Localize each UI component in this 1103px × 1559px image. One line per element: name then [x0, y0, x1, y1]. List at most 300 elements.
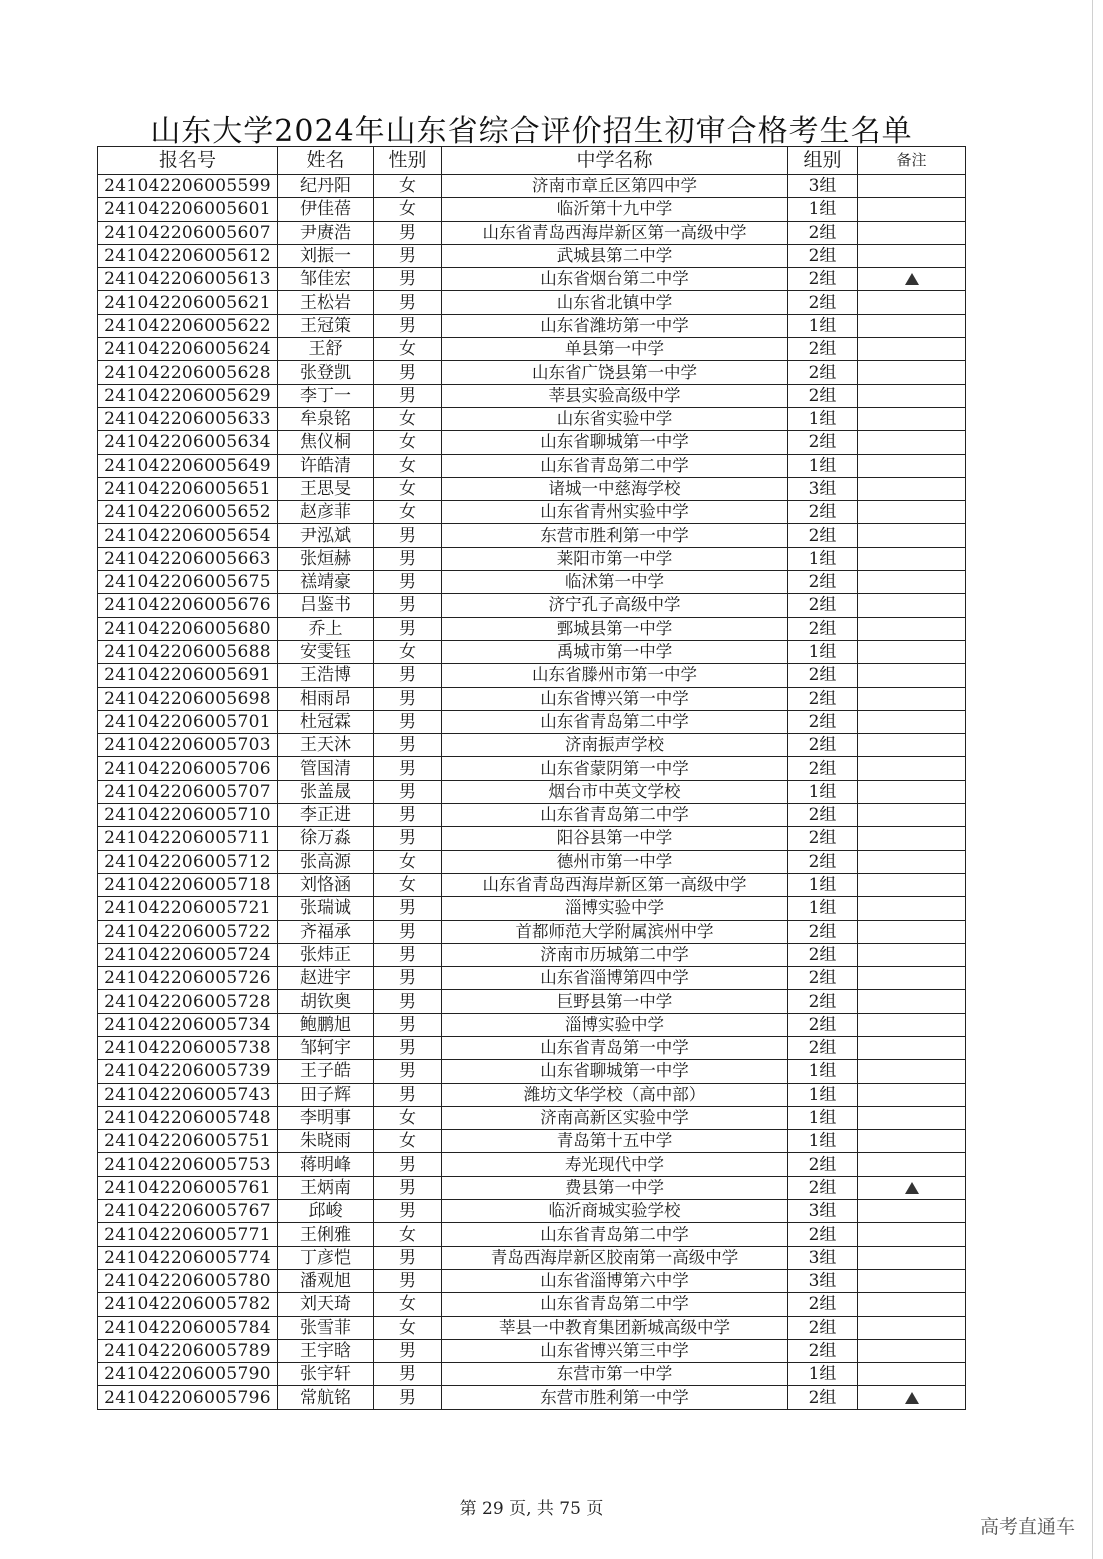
note-cell [858, 967, 966, 990]
group-cell: 1组 [788, 1060, 858, 1083]
table-row [98, 804, 966, 827]
table-row [98, 291, 966, 314]
name-cell: 乔上 [278, 617, 374, 640]
table-row [98, 244, 966, 267]
group-cell: 2组 [788, 384, 858, 407]
registration-number-cell: 241042206005652 [98, 501, 278, 524]
note-cell [858, 1269, 966, 1292]
note-cell [858, 850, 966, 873]
name-cell: 刘恪涵 [278, 873, 374, 896]
group-cell: 2组 [788, 361, 858, 384]
registration-number-cell: 241042206005622 [98, 314, 278, 337]
table-row [98, 314, 966, 337]
name-cell: 王俐雅 [278, 1223, 374, 1246]
table-row [98, 1316, 966, 1339]
group-cell: 1组 [788, 897, 858, 920]
table-row [98, 1106, 966, 1129]
name-cell: 张盖晟 [278, 780, 374, 803]
group-cell: 1组 [788, 454, 858, 477]
school-cell: 首都师范大学附属滨州中学 [442, 920, 788, 943]
school-cell: 临沭第一中学 [442, 571, 788, 594]
school-cell: 烟台市中英文学校 [442, 780, 788, 803]
note-cell [858, 407, 966, 430]
note-cell [858, 757, 966, 780]
registration-number-cell: 241042206005748 [98, 1106, 278, 1129]
name-cell: 张烜赫 [278, 547, 374, 570]
gender-cell: 男 [374, 547, 442, 570]
table-row [98, 1013, 966, 1036]
group-cell: 1组 [788, 780, 858, 803]
name-cell: 张雪菲 [278, 1316, 374, 1339]
note-cell [858, 920, 966, 943]
note-cell [858, 1223, 966, 1246]
name-cell: 刘振一 [278, 244, 374, 267]
table-row [98, 617, 966, 640]
table-row [98, 780, 966, 803]
registration-number-cell: 241042206005613 [98, 268, 278, 291]
header-school: 中学名称 [442, 147, 788, 175]
gender-cell: 女 [374, 407, 442, 430]
school-cell: 济南市章丘区第四中学 [442, 175, 788, 198]
group-cell: 2组 [788, 920, 858, 943]
gender-cell: 男 [374, 221, 442, 244]
table-row [98, 524, 966, 547]
note-cell [858, 1316, 966, 1339]
table-row [98, 501, 966, 524]
note-cell [858, 1036, 966, 1059]
school-cell: 寿光现代中学 [442, 1153, 788, 1176]
table-row [98, 1083, 966, 1106]
group-cell: 2组 [788, 1176, 858, 1199]
name-cell: 许皓清 [278, 454, 374, 477]
name-cell: 李明事 [278, 1106, 374, 1129]
school-cell: 济南高新区实验中学 [442, 1106, 788, 1129]
table-row [98, 850, 966, 873]
note-cell [858, 175, 966, 198]
table-row [98, 384, 966, 407]
name-cell: 朱晓雨 [278, 1130, 374, 1153]
registration-number-cell: 241042206005728 [98, 990, 278, 1013]
note-cell [858, 594, 966, 617]
school-cell: 山东省广饶县第一中学 [442, 361, 788, 384]
name-cell: 王冠策 [278, 314, 374, 337]
note-cell [858, 1013, 966, 1036]
table-row [98, 1130, 966, 1153]
registration-number-cell: 241042206005612 [98, 244, 278, 267]
note-cell [858, 221, 966, 244]
note-cell [858, 897, 966, 920]
group-cell: 1组 [788, 1130, 858, 1153]
note-cell [858, 710, 966, 733]
gender-cell: 男 [374, 594, 442, 617]
school-cell: 山东省淄博第六中学 [442, 1269, 788, 1292]
registration-number-cell: 241042206005738 [98, 1036, 278, 1059]
gender-cell: 男 [374, 664, 442, 687]
group-cell: 2组 [788, 710, 858, 733]
name-cell: 鲍鹏旭 [278, 1013, 374, 1036]
name-cell: 王子皓 [278, 1060, 374, 1083]
registration-number-cell: 241042206005761 [98, 1176, 278, 1199]
school-cell: 阳谷县第一中学 [442, 827, 788, 850]
group-cell: 2组 [788, 757, 858, 780]
note-cell [858, 1293, 966, 1316]
group-cell: 2组 [788, 990, 858, 1013]
gender-cell: 男 [374, 710, 442, 733]
table-row [98, 734, 966, 757]
note-cell [858, 640, 966, 663]
page-number: 第 29 页, 共 75 页 [459, 1499, 604, 1519]
table-row [98, 268, 966, 291]
note-cell [858, 1060, 966, 1083]
note-cell [858, 804, 966, 827]
gender-cell: 女 [374, 1130, 442, 1153]
registration-number-cell: 241042206005790 [98, 1363, 278, 1386]
gender-cell: 男 [374, 1176, 442, 1199]
note-cell [858, 477, 966, 500]
registration-number-cell: 241042206005767 [98, 1200, 278, 1223]
school-cell: 山东省潍坊第一中学 [442, 314, 788, 337]
table-row [98, 1200, 966, 1223]
school-cell: 山东省聊城第一中学 [442, 431, 788, 454]
name-cell: 焦仪桐 [278, 431, 374, 454]
name-cell: 禚靖豪 [278, 571, 374, 594]
school-cell: 费县第一中学 [442, 1176, 788, 1199]
school-cell: 青岛第十五中学 [442, 1130, 788, 1153]
note-cell [858, 1083, 966, 1106]
group-cell: 2组 [788, 664, 858, 687]
group-cell: 2组 [788, 967, 858, 990]
registration-number-cell: 241042206005649 [98, 454, 278, 477]
group-cell: 1组 [788, 1363, 858, 1386]
note-cell [858, 990, 966, 1013]
school-cell: 诸城一中慈海学校 [442, 477, 788, 500]
name-cell: 田子辉 [278, 1083, 374, 1106]
gender-cell: 女 [374, 454, 442, 477]
note-cell [858, 873, 966, 896]
registration-number-cell: 241042206005607 [98, 221, 278, 244]
registration-number-cell: 241042206005663 [98, 547, 278, 570]
registration-number-cell: 241042206005796 [98, 1386, 278, 1409]
table-row [98, 454, 966, 477]
school-cell: 山东省青岛西海岸新区第一高级中学 [442, 873, 788, 896]
table-row [98, 943, 966, 966]
table-row [98, 338, 966, 361]
school-cell: 山东省博兴第一中学 [442, 687, 788, 710]
school-cell: 山东省博兴第三中学 [442, 1339, 788, 1362]
table-row [98, 897, 966, 920]
header-note: 备注 [858, 147, 966, 175]
group-cell: 2组 [788, 1293, 858, 1316]
note-cell [858, 827, 966, 850]
registration-number-cell: 241042206005707 [98, 780, 278, 803]
group-cell: 2组 [788, 943, 858, 966]
name-cell: 吕鉴书 [278, 594, 374, 617]
note-cell [858, 524, 966, 547]
note-cell [858, 1176, 966, 1199]
group-cell: 1组 [788, 640, 858, 663]
registration-number-cell: 241042206005739 [98, 1060, 278, 1083]
gender-cell: 男 [374, 1013, 442, 1036]
gender-cell: 男 [374, 920, 442, 943]
name-cell: 李丁一 [278, 384, 374, 407]
triangle-marker-icon [905, 1392, 919, 1404]
school-cell: 山东省北镇中学 [442, 291, 788, 314]
registration-number-cell: 241042206005701 [98, 710, 278, 733]
gender-cell: 女 [374, 640, 442, 663]
note-cell [858, 1153, 966, 1176]
table-row [98, 1036, 966, 1059]
table-row [98, 431, 966, 454]
gender-cell: 男 [374, 291, 442, 314]
group-cell: 3组 [788, 1246, 858, 1269]
school-cell: 淄博实验中学 [442, 897, 788, 920]
registration-number-cell: 241042206005784 [98, 1316, 278, 1339]
table-row [98, 1060, 966, 1083]
gender-cell: 男 [374, 524, 442, 547]
table-row [98, 1223, 966, 1246]
registration-number-cell: 241042206005743 [98, 1083, 278, 1106]
registration-number-cell: 241042206005753 [98, 1153, 278, 1176]
name-cell: 张宇轩 [278, 1363, 374, 1386]
school-cell: 莘县一中教育集团新城高级中学 [442, 1316, 788, 1339]
gender-cell: 女 [374, 477, 442, 500]
note-cell [858, 547, 966, 570]
note-cell [858, 291, 966, 314]
registration-number-cell: 241042206005734 [98, 1013, 278, 1036]
school-cell: 山东省青岛第二中学 [442, 1223, 788, 1246]
registration-number-cell: 241042206005706 [98, 757, 278, 780]
name-cell: 王浩博 [278, 664, 374, 687]
table-row [98, 640, 966, 663]
registration-number-cell: 241042206005780 [98, 1269, 278, 1292]
school-cell: 鄄城县第一中学 [442, 617, 788, 640]
group-cell: 2组 [788, 268, 858, 291]
table-row [98, 1176, 966, 1199]
name-cell: 邹轲宇 [278, 1036, 374, 1059]
note-cell [858, 664, 966, 687]
table-row [98, 1153, 966, 1176]
note-cell [858, 268, 966, 291]
table-row [98, 1386, 966, 1409]
school-cell: 巨野县第一中学 [442, 990, 788, 1013]
note-cell [858, 314, 966, 337]
note-cell [858, 361, 966, 384]
gender-cell: 男 [374, 804, 442, 827]
school-cell: 山东省实验中学 [442, 407, 788, 430]
table-row [98, 827, 966, 850]
name-cell: 蒋明峰 [278, 1153, 374, 1176]
school-cell: 山东省青州实验中学 [442, 501, 788, 524]
gender-cell: 男 [374, 361, 442, 384]
note-cell [858, 734, 966, 757]
group-cell: 3组 [788, 477, 858, 500]
name-cell: 王天沐 [278, 734, 374, 757]
group-cell: 2组 [788, 1339, 858, 1362]
school-cell: 山东省蒙阴第一中学 [442, 757, 788, 780]
table-row [98, 990, 966, 1013]
name-cell: 赵彦菲 [278, 501, 374, 524]
note-cell [858, 501, 966, 524]
group-cell: 2组 [788, 1223, 858, 1246]
name-cell: 张瑞诚 [278, 897, 374, 920]
school-cell: 东营市胜利第一中学 [442, 1386, 788, 1409]
gender-cell: 女 [374, 338, 442, 361]
group-cell: 2组 [788, 571, 858, 594]
name-cell: 刘天琦 [278, 1293, 374, 1316]
note-cell [858, 780, 966, 803]
gender-cell: 男 [374, 1269, 442, 1292]
note-cell [858, 338, 966, 361]
name-cell: 牟泉铭 [278, 407, 374, 430]
page-edge-line [1092, 0, 1093, 1559]
gender-cell: 女 [374, 1316, 442, 1339]
table-row [98, 221, 966, 244]
name-cell: 管国清 [278, 757, 374, 780]
gender-cell: 男 [374, 1060, 442, 1083]
name-cell: 张高源 [278, 850, 374, 873]
name-cell: 张登凯 [278, 361, 374, 384]
registration-number-cell: 241042206005710 [98, 804, 278, 827]
gender-cell: 女 [374, 873, 442, 896]
gender-cell: 女 [374, 1223, 442, 1246]
group-cell: 1组 [788, 547, 858, 570]
registration-number-cell: 241042206005771 [98, 1223, 278, 1246]
note-cell [858, 198, 966, 221]
gender-cell: 男 [374, 617, 442, 640]
registration-number-cell: 241042206005782 [98, 1293, 278, 1316]
registration-number-cell: 241042206005718 [98, 873, 278, 896]
group-cell: 2组 [788, 501, 858, 524]
group-cell: 2组 [788, 734, 858, 757]
name-cell: 安雯钰 [278, 640, 374, 663]
registration-number-cell: 241042206005680 [98, 617, 278, 640]
table-header-row [98, 147, 966, 175]
group-cell: 3组 [788, 1200, 858, 1223]
school-cell: 莘县实验高级中学 [442, 384, 788, 407]
table-row [98, 967, 966, 990]
gender-cell: 男 [374, 1363, 442, 1386]
group-cell: 2组 [788, 221, 858, 244]
group-cell: 1组 [788, 198, 858, 221]
name-cell: 邹佳宏 [278, 268, 374, 291]
group-cell: 2组 [788, 850, 858, 873]
group-cell: 2组 [788, 1153, 858, 1176]
group-cell: 2组 [788, 687, 858, 710]
registration-number-cell: 241042206005688 [98, 640, 278, 663]
gender-cell: 男 [374, 897, 442, 920]
registration-number-cell: 241042206005621 [98, 291, 278, 314]
group-cell: 2组 [788, 1316, 858, 1339]
group-cell: 2组 [788, 244, 858, 267]
table-row [98, 710, 966, 733]
gender-cell: 男 [374, 967, 442, 990]
table-row [98, 407, 966, 430]
gender-cell: 女 [374, 1293, 442, 1316]
school-cell: 武城县第二中学 [442, 244, 788, 267]
gender-cell: 男 [374, 268, 442, 291]
group-cell: 1组 [788, 873, 858, 896]
gender-cell: 男 [374, 1246, 442, 1269]
name-cell: 王炳南 [278, 1176, 374, 1199]
watermark-text: 高考直通车 [979, 1516, 1075, 1538]
registration-number-cell: 241042206005774 [98, 1246, 278, 1269]
gender-cell: 男 [374, 244, 442, 267]
note-cell [858, 244, 966, 267]
gender-cell: 男 [374, 757, 442, 780]
school-cell: 山东省青岛第二中学 [442, 804, 788, 827]
school-cell: 山东省淄博第四中学 [442, 967, 788, 990]
group-cell: 2组 [788, 1013, 858, 1036]
table-row [98, 361, 966, 384]
group-cell: 3组 [788, 1269, 858, 1292]
name-cell: 尹泓斌 [278, 524, 374, 547]
gender-cell: 男 [374, 314, 442, 337]
note-cell [858, 384, 966, 407]
registration-number-cell: 241042206005624 [98, 338, 278, 361]
table-row [98, 1339, 966, 1362]
group-cell: 1组 [788, 1106, 858, 1129]
registration-number-cell: 241042206005676 [98, 594, 278, 617]
registration-number-cell: 241042206005654 [98, 524, 278, 547]
document-title: 山东大学2024年山东省综合评价招生初审合格考生名单 [150, 114, 913, 149]
registration-number-cell: 241042206005634 [98, 431, 278, 454]
registration-number-cell: 241042206005629 [98, 384, 278, 407]
note-cell [858, 1339, 966, 1362]
header-group: 组别 [788, 147, 858, 175]
name-cell: 尹赓浩 [278, 221, 374, 244]
note-cell [858, 687, 966, 710]
gender-cell: 女 [374, 175, 442, 198]
gender-cell: 女 [374, 1106, 442, 1129]
school-cell: 济宁孔子高级中学 [442, 594, 788, 617]
table-row [98, 1269, 966, 1292]
gender-cell: 男 [374, 734, 442, 757]
registration-number-cell: 241042206005724 [98, 943, 278, 966]
name-cell: 王思旻 [278, 477, 374, 500]
name-cell: 李正进 [278, 804, 374, 827]
gender-cell: 男 [374, 780, 442, 803]
table-row [98, 547, 966, 570]
name-cell: 伊佳蓓 [278, 198, 374, 221]
school-cell: 济南市历城第二中学 [442, 943, 788, 966]
note-cell [858, 943, 966, 966]
school-cell: 单县第一中学 [442, 338, 788, 361]
group-cell: 2组 [788, 524, 858, 547]
registration-number-cell: 241042206005691 [98, 664, 278, 687]
school-cell: 德州市第一中学 [442, 850, 788, 873]
note-cell [858, 1200, 966, 1223]
triangle-marker-icon [905, 1182, 919, 1194]
school-cell: 山东省青岛第二中学 [442, 1293, 788, 1316]
registration-number-cell: 241042206005601 [98, 198, 278, 221]
registration-number-cell: 241042206005651 [98, 477, 278, 500]
gender-cell: 女 [374, 198, 442, 221]
registration-number-cell: 241042206005721 [98, 897, 278, 920]
table-row [98, 175, 966, 198]
registration-number-cell: 241042206005698 [98, 687, 278, 710]
school-cell: 山东省滕州市第一中学 [442, 664, 788, 687]
note-cell [858, 454, 966, 477]
candidate-table [97, 146, 966, 1410]
group-cell: 2组 [788, 827, 858, 850]
table-row [98, 1363, 966, 1386]
gender-cell: 男 [374, 1200, 442, 1223]
school-cell: 青岛西海岸新区胶南第一高级中学 [442, 1246, 788, 1269]
gender-cell: 男 [374, 1153, 442, 1176]
table-row [98, 757, 966, 780]
name-cell: 王舒 [278, 338, 374, 361]
school-cell: 山东省聊城第一中学 [442, 1060, 788, 1083]
